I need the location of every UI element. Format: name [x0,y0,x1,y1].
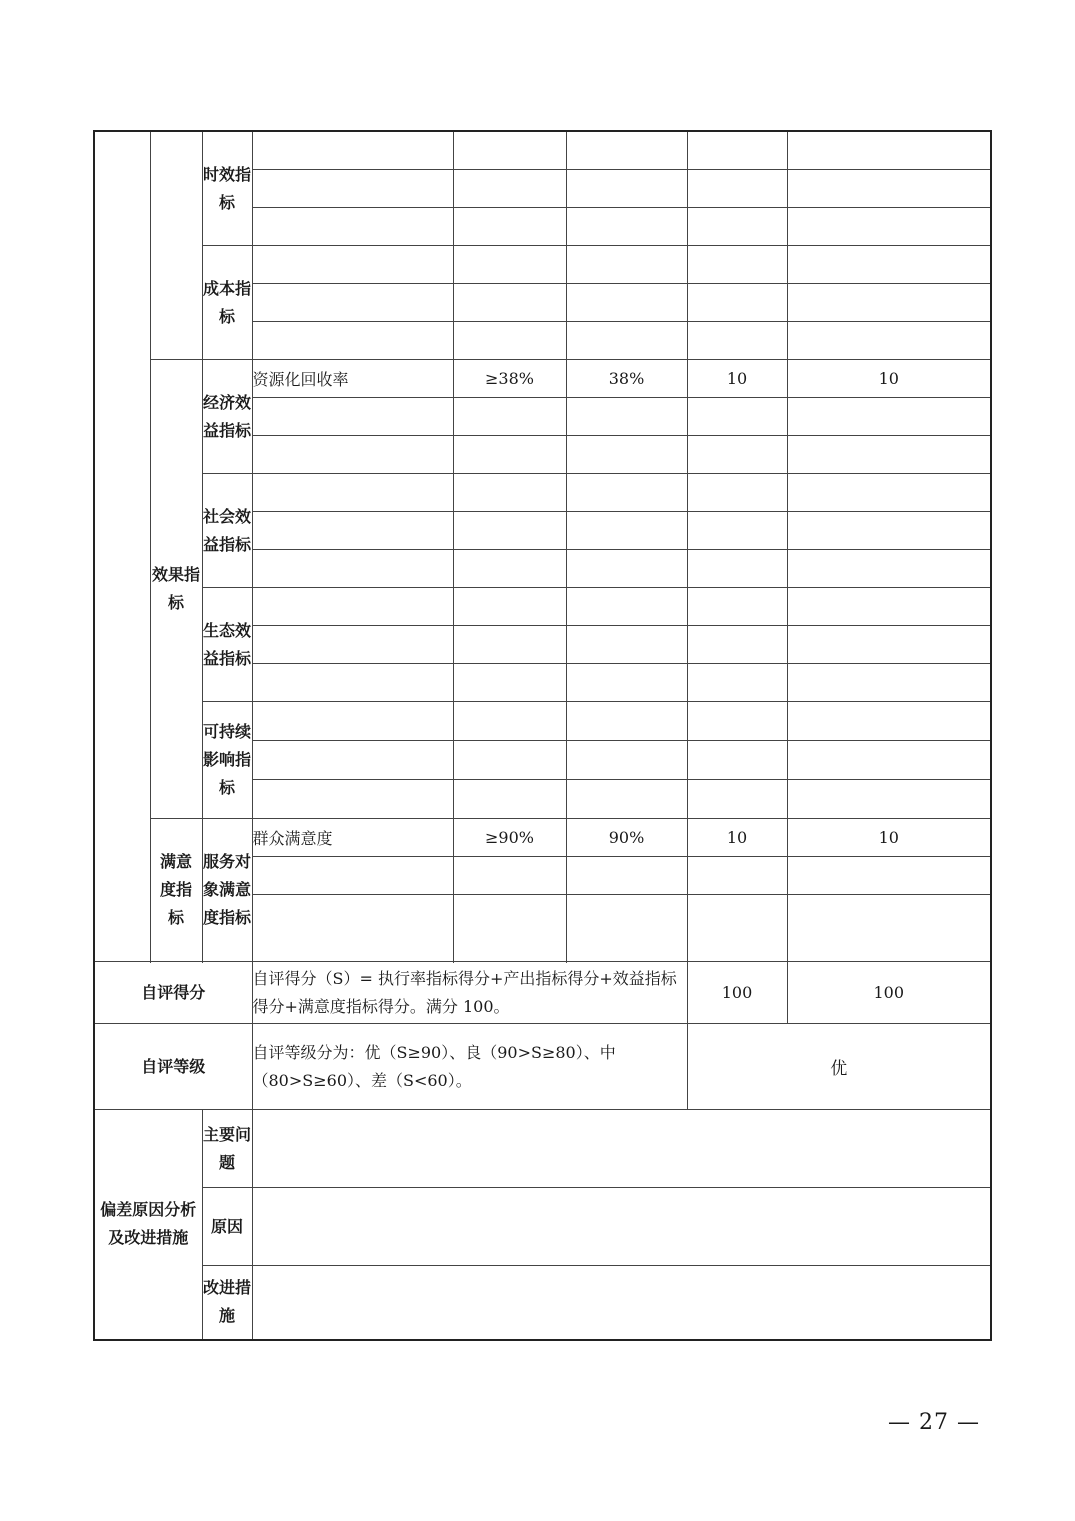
self-grade-value: 优 [687,1024,991,1110]
recycling-actual: 38% [566,360,687,398]
label-service-satisfaction: 服务对象满意度指标 [202,819,252,962]
main-problems-content [252,1110,991,1188]
label-satisfaction-group: 满意度指标 [150,819,202,962]
label-sustainable: 可持续影响指标 [202,702,252,819]
left-blank-cell [94,131,150,962]
improvements-label: 改进措施 [202,1266,252,1340]
deviation-label: 偏差原因分析及改进措施 [94,1110,202,1340]
page-number: — 27 — [888,1410,980,1435]
label-social: 社会效益指标 [202,474,252,588]
label-economic: 经济效益指标 [202,360,252,474]
label-effect-group: 效果指标 [150,360,202,819]
self-grade-label: 自评等级 [94,1024,252,1110]
recycling-target: ≥38% [453,360,566,398]
improvements-content [252,1266,991,1340]
recycling-score: 10 [787,360,991,398]
recycling-name: 资源化回收率 [252,360,453,398]
self-grade-description: 自评等级分为：优（S≥90）、良（90>S≥80）、中（80>S≥60）、差（S<60）。 [252,1024,687,1110]
reasons-label: 原因 [202,1188,252,1266]
label-cost: 成本指标 [202,246,252,360]
public-satisfaction-weight: 10 [687,819,787,857]
public-satisfaction-actual: 90% [566,819,687,857]
recycling-weight: 10 [687,360,787,398]
self-score-label: 自评得分 [94,962,252,1024]
public-satisfaction-score: 10 [787,819,991,857]
public-satisfaction-target: ≥90% [453,819,566,857]
reasons-content [252,1188,991,1266]
self-score-description: 自评得分（S）= 执行率指标得分+产出指标得分+效益指标得分+满意度指标得分。满分 100。 [252,962,687,1024]
cell [252,131,453,170]
label-ecological: 生态效益指标 [202,588,252,702]
self-score-value: 100 [787,962,991,1024]
label-timeliness: 时效指标 [202,131,252,246]
public-satisfaction-name: 群众满意度 [252,819,453,857]
self-score-weight: 100 [687,962,787,1024]
performance-table [93,130,992,1341]
output-group-cell [150,131,202,360]
main-problems-label: 主要问题 [202,1110,252,1188]
